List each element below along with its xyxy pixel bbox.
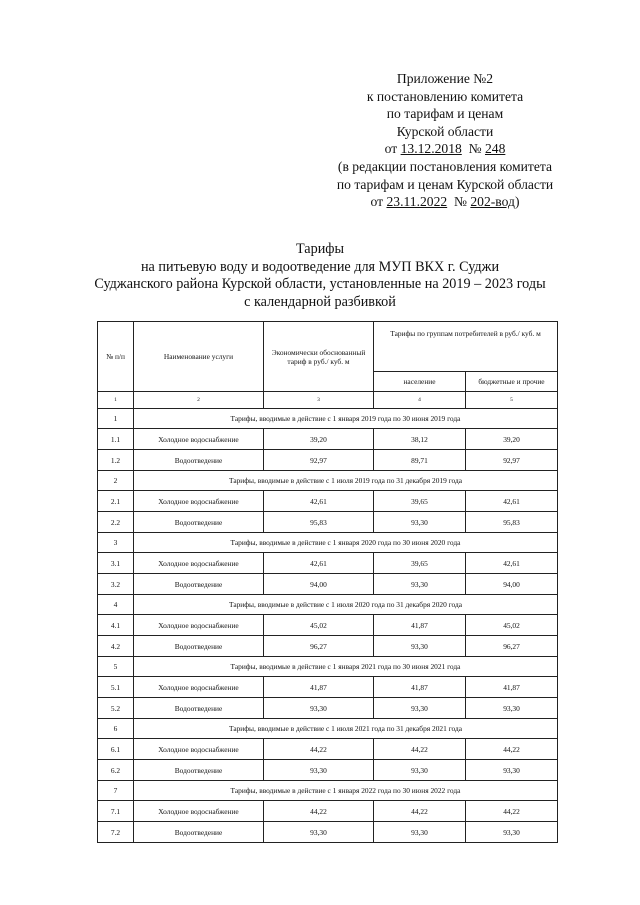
econ-tariff: 39,20	[264, 429, 374, 450]
row-number: 1.2	[98, 450, 134, 471]
budget-tariff: 39,20	[466, 429, 558, 450]
service-name: Водоотведение	[134, 636, 264, 657]
number-prefix: №	[468, 141, 482, 157]
budget-tariff: 93,30	[466, 760, 558, 781]
period-label: Тарифы, вводимые в действие с 1 января 2021 года по 30 июня 2021 года	[134, 657, 558, 677]
col-number: 3	[264, 392, 374, 409]
budget-tariff: 93,30	[466, 822, 558, 843]
budget-tariff: 92,97	[466, 450, 558, 471]
period-label: Тарифы, вводимые в действие с 1 июля 2020 года по 31 декабря 2020 года	[134, 595, 558, 615]
econ-tariff: 42,61	[264, 553, 374, 574]
econ-tariff: 41,87	[264, 677, 374, 698]
econ-tariff: 94,00	[264, 574, 374, 595]
row-number: 2.1	[98, 491, 134, 512]
service-name: Холодное водоснабжение	[134, 739, 264, 760]
edition-date-line	[300, 193, 590, 211]
row-number: 5.2	[98, 698, 134, 719]
row-number: 6.2	[98, 760, 134, 781]
table-row	[98, 636, 558, 657]
table-row	[98, 429, 558, 450]
service-name: Водоотведение	[134, 450, 264, 471]
population-tariff: 93,30	[374, 636, 466, 657]
header-econ-tariff: Экономически обоснованный тариф в руб./ куб. м	[264, 322, 374, 392]
budget-tariff: 42,61	[466, 553, 558, 574]
row-number: 3.2	[98, 574, 134, 595]
table-row	[98, 801, 558, 822]
edit-date-prefix: от	[370, 194, 384, 210]
appendix-date-line	[300, 140, 590, 158]
budget-tariff: 45,02	[466, 615, 558, 636]
population-tariff: 39,65	[374, 491, 466, 512]
table-row	[98, 760, 558, 781]
period-number: 7	[98, 781, 134, 801]
col-number: 5	[466, 392, 558, 409]
row-number: 1.1	[98, 429, 134, 450]
econ-tariff: 93,30	[264, 760, 374, 781]
service-name: Холодное водоснабжение	[134, 677, 264, 698]
row-number: 6.1	[98, 739, 134, 760]
population-tariff: 41,87	[374, 615, 466, 636]
row-number: 3.1	[98, 553, 134, 574]
population-tariff: 44,22	[374, 739, 466, 760]
period-label: Тарифы, вводимые в действие с 1 января 2019 года по 30 июня 2019 года	[134, 409, 558, 429]
table-row	[98, 512, 558, 533]
budget-tariff: 95,83	[466, 512, 558, 533]
table-row	[98, 822, 558, 843]
period-number: 6	[98, 719, 134, 739]
budget-tariff: 94,00	[466, 574, 558, 595]
econ-tariff: 96,27	[264, 636, 374, 657]
service-name: Холодное водоснабжение	[134, 553, 264, 574]
header-budget: бюджетные и прочие	[466, 372, 558, 392]
row-number: 7.2	[98, 822, 134, 843]
budget-tariff: 42,61	[466, 491, 558, 512]
population-tariff: 38,12	[374, 429, 466, 450]
date-prefix: от	[384, 141, 398, 157]
econ-tariff: 95,83	[264, 512, 374, 533]
period-number: 3	[98, 533, 134, 553]
row-number: 7.1	[98, 801, 134, 822]
title-line: Тарифы	[295, 241, 345, 257]
population-tariff: 44,22	[374, 801, 466, 822]
budget-tariff: 96,27	[466, 636, 558, 657]
period-row	[98, 657, 558, 677]
period-row	[98, 471, 558, 491]
appendix-line: Приложение №2	[396, 71, 494, 86]
edition-line: по тарифам и ценам Курской области	[336, 176, 554, 192]
service-name: Холодное водоснабжение	[134, 615, 264, 636]
appendix-line: по тарифам и ценам	[386, 106, 504, 122]
population-tariff: 93,30	[374, 512, 466, 533]
row-number: 5.1	[98, 677, 134, 698]
population-tariff: 93,30	[374, 760, 466, 781]
econ-tariff: 42,61	[264, 491, 374, 512]
header-consumer-groups: Тарифы по группам потребителей в руб./ куб. м	[374, 322, 558, 372]
period-number: 2	[98, 471, 134, 491]
col-number: 1	[98, 392, 134, 409]
population-tariff: 41,87	[374, 677, 466, 698]
period-number: 1	[98, 409, 134, 429]
period-label: Тарифы, вводимые в действие с 1 января 2020 года по 30 июня 2020 года	[134, 533, 558, 553]
econ-tariff: 44,22	[264, 801, 374, 822]
edition-date: 23.11.2022	[386, 194, 448, 210]
budget-tariff: 44,22	[466, 801, 558, 822]
tariffs-table	[97, 321, 558, 843]
table-row	[98, 491, 558, 512]
table-row	[98, 698, 558, 719]
period-row	[98, 595, 558, 615]
col-number: 4	[374, 392, 466, 409]
econ-tariff: 92,97	[264, 450, 374, 471]
row-number: 4.2	[98, 636, 134, 657]
title-line: Суджанского района Курской области, установленные на 2019 – 2023 годы	[94, 276, 546, 293]
service-name: Холодное водоснабжение	[134, 801, 264, 822]
table-row	[98, 450, 558, 471]
period-label: Тарифы, вводимые в действие с 1 июля 2019 года по 31 декабря 2019 года	[134, 471, 558, 491]
period-label: Тарифы, вводимые в действие с 1 января 2022 года по 30 июня 2022 года	[134, 781, 558, 801]
population-tariff: 93,30	[374, 574, 466, 595]
header-service: Наименование услуги	[134, 322, 264, 392]
service-name: Холодное водоснабжение	[134, 491, 264, 512]
service-name: Водоотведение	[134, 760, 264, 781]
row-number: 4.1	[98, 615, 134, 636]
edition-number: 202-вод	[470, 194, 515, 210]
econ-tariff: 44,22	[264, 739, 374, 760]
col-number: 2	[134, 392, 264, 409]
edit-close: )	[514, 194, 520, 210]
period-label: Тарифы, вводимые в действие с 1 июля 2021 года по 31 декабря 2021 года	[134, 719, 558, 739]
period-row	[98, 719, 558, 739]
population-tariff: 93,30	[374, 822, 466, 843]
budget-tariff: 41,87	[466, 677, 558, 698]
service-name: Водоотведение	[134, 822, 264, 843]
table-row	[98, 553, 558, 574]
appendix-line: Курской области	[396, 123, 494, 139]
table-row	[98, 739, 558, 760]
budget-tariff: 44,22	[466, 739, 558, 760]
population-tariff: 39,65	[374, 553, 466, 574]
row-number: 2.2	[98, 512, 134, 533]
table-row	[98, 615, 558, 636]
table-row	[98, 677, 558, 698]
period-row	[98, 533, 558, 553]
period-row	[98, 781, 558, 801]
appendix-header	[300, 70, 590, 211]
header-no: № п/п	[98, 322, 134, 392]
population-tariff: 93,30	[374, 698, 466, 719]
service-name: Водоотведение	[134, 574, 264, 595]
title-line: с календарной разбивкой	[244, 293, 396, 310]
edit-number-prefix: №	[453, 194, 467, 210]
title-line: на питьевую воду и водоотведение для МУП ВКХ г. Суджи	[140, 258, 500, 275]
econ-tariff: 45,02	[264, 615, 374, 636]
table-row	[98, 574, 558, 595]
population-tariff: 89,71	[374, 450, 466, 471]
resolution-date: 13.12.2018	[400, 141, 462, 157]
resolution-number: 248	[484, 141, 506, 157]
period-number: 4	[98, 595, 134, 615]
econ-tariff: 93,30	[264, 822, 374, 843]
service-name: Водоотведение	[134, 512, 264, 533]
edition-line: (в редакции постановления комитета	[337, 158, 553, 174]
budget-tariff: 93,30	[466, 698, 558, 719]
period-row	[98, 409, 558, 429]
period-number: 5	[98, 657, 134, 677]
header-population: население	[374, 372, 466, 392]
service-name: Холодное водоснабжение	[134, 429, 264, 450]
table-body	[98, 409, 558, 843]
service-name: Водоотведение	[134, 698, 264, 719]
appendix-line: к постановлению комитета	[366, 88, 524, 104]
document-title	[80, 241, 560, 311]
econ-tariff: 93,30	[264, 698, 374, 719]
